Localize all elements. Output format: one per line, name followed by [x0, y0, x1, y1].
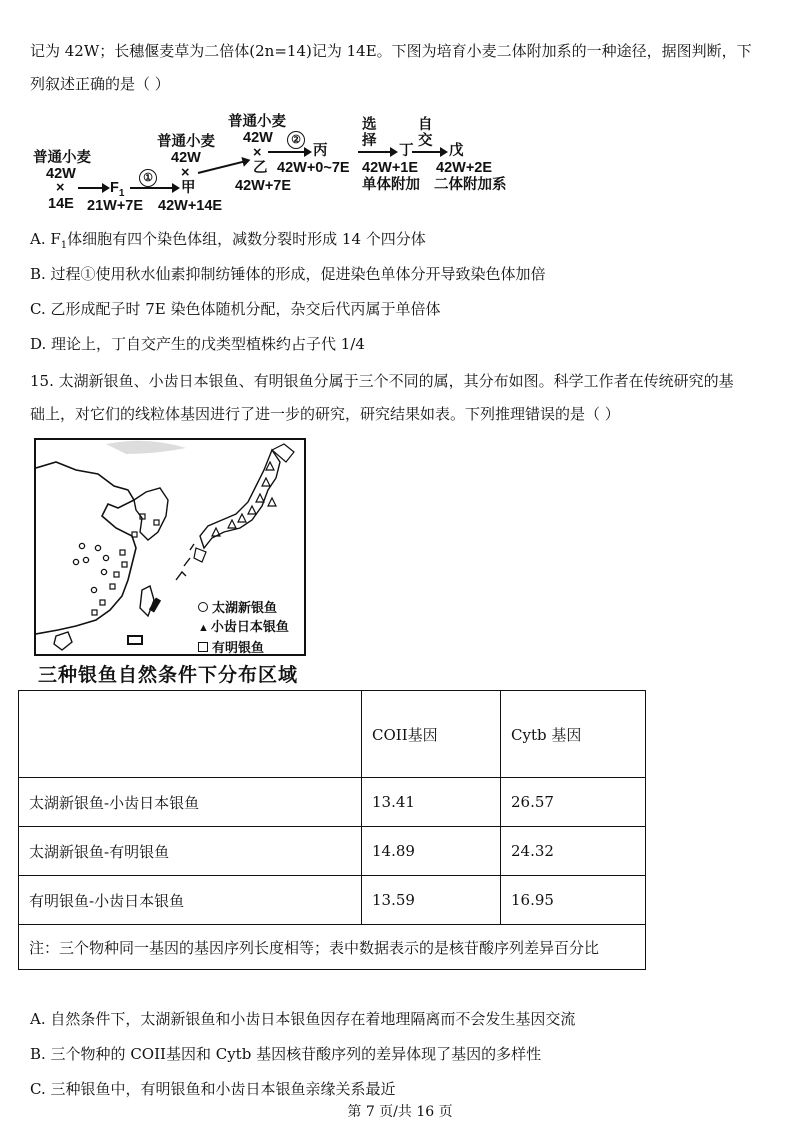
yi-top-genome: 42W [243, 130, 273, 146]
legend-item-youming: 有明银鱼 [198, 638, 304, 656]
row-coii-value: 13.41 [362, 778, 501, 827]
arrow-to-bing [268, 151, 310, 153]
q15-line-2: 础上，对它们的线粒体基因进行了进一步的研究，研究结果如表。下列推理错误的是（ ） [30, 405, 620, 423]
q15-line-1: 15. 太湖新银鱼、小齿日本银鱼、有明银鱼分属于三个不同的属，其分布如图。科学工作者在传统研究的基 [30, 372, 734, 390]
arrow-to-jia [130, 187, 178, 189]
row-pair-label: 太湖新银鱼-有明银鱼 [19, 827, 362, 876]
ding-desc: 单体附加 [362, 177, 420, 193]
self-label-bottom: 交 [418, 133, 433, 149]
q14-option-a: A. $F_1$体细胞有四个染色体组，减数分裂时形成 14 个四分体 [30, 230, 426, 251]
header-cell-empty [19, 691, 362, 778]
cross-symbol-1: × [56, 180, 65, 196]
row-coii-value: 13.59 [362, 876, 501, 925]
f1-label: $F_1$ [110, 180, 125, 199]
row-pair-label: 有明银鱼-小齿日本银鱼 [19, 876, 362, 925]
table-row [19, 876, 646, 925]
legend-item-xiaochi: ▲ 小齿日本银鱼 [198, 619, 289, 634]
yi-top-name: 普通小麦 [228, 114, 286, 130]
ding-genome: 42W+1E [362, 160, 419, 176]
jia-genome: 42W+14E [158, 198, 223, 214]
table-note-row [19, 925, 646, 970]
step-1-marker: ① [139, 169, 157, 187]
legend-item-taihu: 太湖新银鱼 [198, 598, 304, 617]
intro-line-2: 列叙述正确的是（ ） [30, 75, 170, 93]
page-footer: 第 7 页/共 16 页 [347, 1104, 453, 1120]
distribution-map [34, 438, 306, 656]
cross-symbol-3: × [253, 145, 262, 161]
table-row [19, 778, 646, 827]
table-row [19, 827, 646, 876]
arrow-to-f1 [78, 187, 108, 189]
wu-genome: 42W+2E [436, 160, 493, 176]
q14-option-b: B. 过程①使用秋水仙素抑制纺锤体的形成，促进染色单体分开导致染色体加倍 [30, 265, 546, 283]
map-legend [198, 598, 304, 656]
f1-genome: 21W+7E [87, 198, 144, 214]
row-coii-value: 14.89 [362, 827, 501, 876]
table-header-row [19, 691, 646, 778]
q15-option-a: A. 自然条件下，太湖新银鱼和小齿日本银鱼因存在着地理隔离而不会发生基因交流 [30, 1010, 576, 1028]
select-label-bottom: 择 [362, 133, 377, 149]
header-cell-coii: COII基因 [362, 691, 501, 778]
q14-option-c: C. 乙形成配子时 7E 染色体随机分配，杂交后代丙属于单倍体 [30, 300, 441, 318]
row-cytb-value: 24.32 [501, 827, 646, 876]
ding-label: 丁 [399, 143, 414, 159]
parent1-genome: 42W [46, 166, 76, 182]
table-note: 注：三个物种同一基因的基因序列长度相等；表中数据表示的是核苷酸序列差异百分比 [19, 925, 646, 970]
parent1-name: 普通小麦 [33, 150, 91, 166]
jia-top-genome: 42W [171, 150, 201, 166]
q15-option-c: C. 三种银鱼中，有明银鱼和小齿日本银鱼亲缘关系最近 [30, 1080, 396, 1098]
header-cell-cytb: Cytb 基因 [501, 691, 646, 778]
select-label-top: 选 [362, 117, 377, 133]
gene-difference-table [18, 690, 646, 970]
arrow-to-ding [358, 151, 396, 153]
jia-label: 甲 [181, 180, 196, 196]
row-cytb-value: 26.57 [501, 778, 646, 827]
arrow-to-yi [198, 159, 249, 174]
row-pair-label: 太湖新银鱼-小齿日本银鱼 [19, 778, 362, 827]
q14-option-d: D. 理论上，丁自交产生的戊类型植株约占子代 1/4 [30, 335, 365, 353]
wu-label: 戊 [449, 143, 464, 159]
bing-genome: 42W+0~7E [277, 160, 350, 176]
bing-label: 丙 [313, 143, 328, 159]
intro-line-1: 记为 42W；长穗偃麦草为二倍体(2n=14)记为 14E。下图为培育小麦二体附加系的一种途径，据图判断，下 [30, 42, 752, 60]
parent2-genome: 14E [48, 196, 74, 212]
self-label-top: 自 [418, 117, 433, 133]
row-cytb-value: 16.95 [501, 876, 646, 925]
yi-label: 乙 [253, 160, 268, 176]
wu-desc: 二体附加系 [434, 177, 507, 193]
cross-symbol-2: × [181, 165, 190, 181]
arrow-to-wu [412, 151, 446, 153]
jia-top-name: 普通小麦 [157, 134, 215, 150]
q15-option-b: B. 三个物种的 COII基因和 Cytb 基因核苷酸序列的差异体现了基因的多样性 [30, 1045, 542, 1063]
step-2-marker: ② [287, 131, 305, 149]
map-caption: 三种银鱼自然条件下分布区域 [38, 665, 299, 686]
yi-genome: 42W+7E [235, 178, 292, 194]
